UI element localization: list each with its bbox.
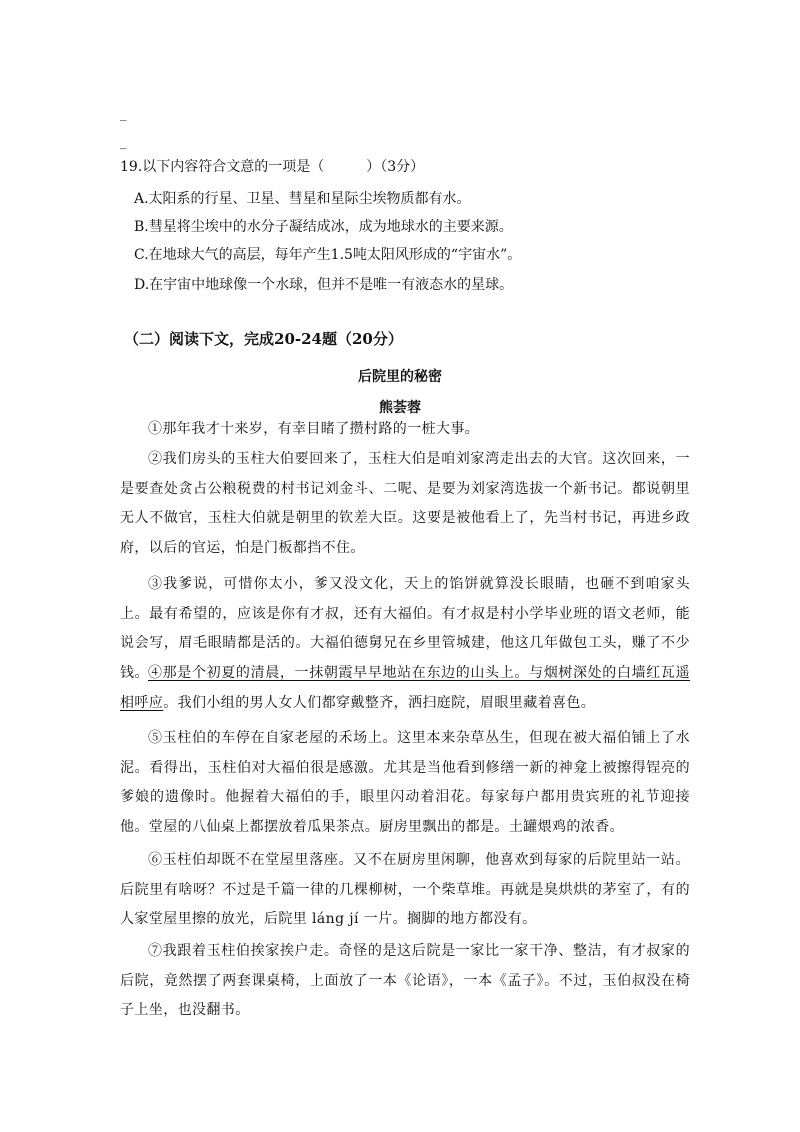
blank-mark: _: [120, 107, 127, 122]
option-a: A.太阳系的行星、卫星、彗星和星际尘埃物质都有水。: [134, 191, 471, 207]
paragraph-7: ⑦我跟着玉柱伯挨家挨户走。奇怪的是这后院是一家比一家干净、整洁，有才叔家的后院，竟然摆了两套课桌椅，上面放了一本《论语》，一本《孟子》。不过，玉伯叔没在椅子上坐，也没翻书。: [120, 943, 690, 1018]
paragraph-4-rest: 。我们小组的男人女人们都穿戴整齐，洒扫庭院，眉眼里藏着喜色。: [163, 694, 596, 711]
blank-mark: _: [120, 135, 127, 150]
section-heading: （二）阅读下文，完成20-24题（20分）: [124, 330, 403, 348]
option-d: D.在宇宙中地球像一个水球，但并不是唯一有液态水的星球。: [134, 277, 514, 293]
paragraph-6: ⑥玉柱伯却既不在堂屋里落座。又不在厨房里闲聊，他喜欢到每家的后院里站一站。后院里有啥呀？不过是千篇一律的几棵柳树，一个柴草堆。再就是臭烘烘的茅室了，有的人家堂屋里擦的放光，后院里 láng jí 一片。搁脚的地方都没有。: [120, 852, 690, 927]
article-title: 后院里的秘密: [358, 369, 442, 385]
option-b: B.彗星将尘埃中的水分子凝结成冰，成为地球水的主要来源。: [134, 219, 513, 235]
paragraph-2: ②我们房头的玉柱大伯要回来了，玉柱大伯是咱刘家湾走出去的大官。这次回来，一是要查处贪占公粮税费的村书记刘金斗、二呢、是要为刘家湾选拔一个新书记。都说朝里无人不做官，玉柱大伯就是朝里的钦差大臣。这要是被他看上了，先当村书记，再进乡政府，以后的官运，怕是门板都挡不住。: [120, 451, 690, 556]
paragraph-5: ⑤玉柱伯的车停在自家老屋的禾场上。这里本来杂草丛生，但现在被大福伯铺上了水泥。看得出，玉柱伯对大福伯很是感激。尤其是当他看到修缮一新的神龛上被擦得锃亮的爹娘的遗像时。他握着大福伯的手，眼里闪动着泪花。每家每户都用贵宾班的礼节迎接他。堂屋的八仙桌上都摆放着瓜果茶点。厨房里飘出的都是。土罐煨鸡的浓香。: [120, 730, 690, 835]
question-19: 19.以下内容符合文意的一项是（ ）（3分）: [120, 159, 425, 175]
underlined-sentence: ④那是个初夏的清晨，一抹朝霞早早地站在东边的山头上。与烟树深处的白墙红瓦遥相呼应: [120, 665, 690, 711]
article-author: 熊荟蓉: [379, 400, 421, 416]
paragraph-4: [120, 659, 690, 718]
option-c: C.在地球大气的高层，每年产生1.5吨太阳风形成的“宇宙水”。: [134, 247, 522, 263]
paragraph-1: ①那年我才十来岁，有幸目睹了攒村路的一桩大事。: [148, 421, 480, 437]
paragraph-3: ③我爹说，可惜你太小，爹又没文化，天上的馅饼就算没长眼睛，也砸不到咱家头上。最有希望的，应该是你有才叔，还有大福伯。有才叔是村小学毕业班的语文老师，能说会写，眉毛眼睛都是活的。大福伯德舅兄在乡里管城建，他这几年做包工头，赚了不少钱。: [120, 576, 690, 681]
